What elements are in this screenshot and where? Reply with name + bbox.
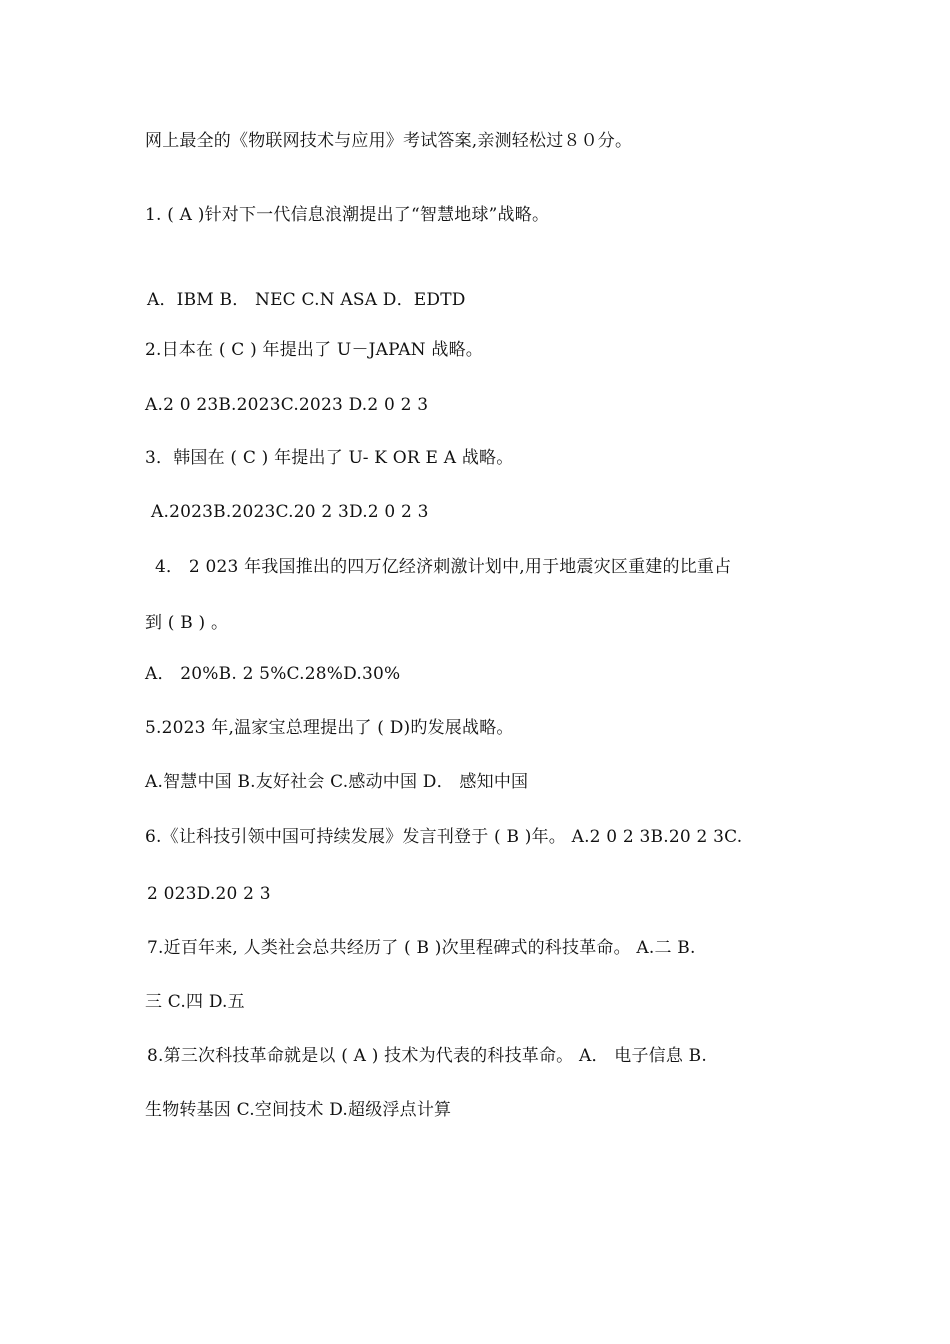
question-1: 1. ( A )针对下一代信息浪潮提出了“智慧地球”战略。 [145,205,550,225]
question-2: 2.日本在 ( C ) 年提出了 U－JAPAN 战略。 [145,340,483,360]
question-3: 3．韩国在 ( C ) 年提出了 U- K OR E A 战略。 [145,448,514,468]
question-4: 4． 2 023 年我国推出的四万亿经济刺激计划中,用于地震灾区重建的比重占 [155,557,732,577]
question-6: 6.《让科技引领中国可持续发展》发言刊登于 ( B )年。 A.2 0 2 3B.20 2 3C. [145,827,743,847]
question-5-options: A.智慧中国 B.友好社会 C.感动中国 D． 感知中国 [145,772,529,792]
question-7-continued: 三 C.四 D.五 [145,992,245,1012]
question-4-continued: 到 ( B ) 。 [145,613,229,633]
question-3-options: A.2023B.2023C.20 2 3D.2 0 2 3 [151,502,429,522]
question-4-options: A． 20%B. 2 5%C.28%D.30% [145,664,401,684]
question-6-continued: 2 023D.20 2 3 [147,884,271,904]
question-2-options: A.2 0 23B.2023C.2023 D.2 0 2 3 [145,395,429,415]
question-8: 8.第三次科技革命就是以 ( A ) 技术为代表的科技革命。 A． 电子信息 B. [147,1046,707,1066]
question-7: 7.近百年来, 人类社会总共经历了 ( B )次里程碑式的科技革命。 A.二 B. [147,938,696,958]
question-1-options: A．IBM B． NEC C.N ASA D．EDTD [147,290,466,310]
question-8-continued: 生物转基因 C.空间技术 D.超级浮点计算 [145,1100,452,1120]
document-title: 网上最全的《物联网技术与应用》考试答案,亲测轻松过８０分。 [145,131,633,151]
question-5: 5.2023 年,温家宝总理提出了 ( D)旳发展战略。 [145,718,514,738]
